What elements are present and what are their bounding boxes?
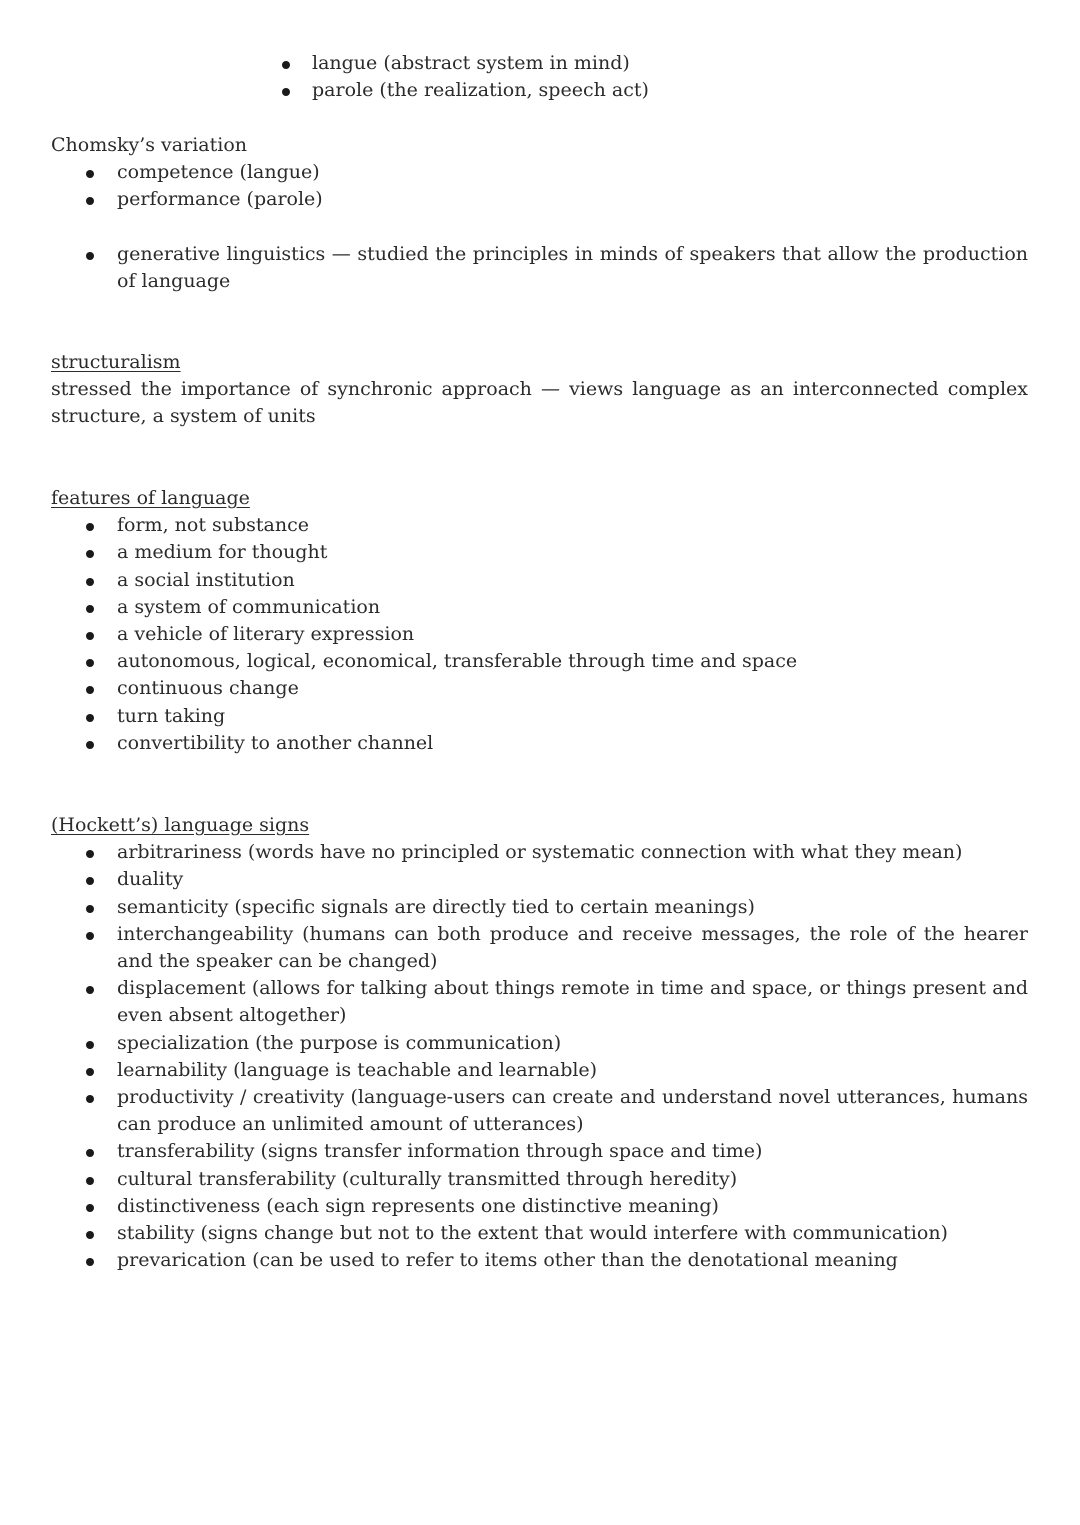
list-item: cultural transferability (culturally transmitted through heredity) xyxy=(51,1166,1028,1193)
list-item: form, not substance xyxy=(51,512,1028,539)
list-item: duality xyxy=(51,866,1028,893)
list-item: performance (parole) xyxy=(51,186,1028,213)
list-item: interchangeability (humans can both produce and receive messages, the role of the hearer and the speaker can be changed) xyxy=(51,921,1028,975)
list-item: autonomous, logical, economical, transferable through time and space xyxy=(51,648,1028,675)
chomsky-heading: Chomsky’s variation xyxy=(51,134,247,156)
chomsky-list xyxy=(51,159,1028,213)
list-item: competence (langue) xyxy=(51,159,1028,186)
top-bullet-list xyxy=(280,50,980,104)
list-item: a vehicle of literary expression xyxy=(51,621,1028,648)
structuralism-text: stressed the importance of synchronic approach — views language as an interconnected complex structure, a system of units xyxy=(51,378,1028,428)
features-section xyxy=(51,485,1028,757)
list-item: turn taking xyxy=(51,703,1028,730)
list-item: continuous change xyxy=(51,675,1028,702)
list-item: convertibility to another channel xyxy=(51,730,1028,757)
list-item: semanticity (specific signals are directly tied to certain meanings) xyxy=(51,894,1028,921)
chomsky-section xyxy=(51,132,1028,214)
generative-section xyxy=(51,241,1028,295)
hockett-list xyxy=(51,839,1028,1274)
list-item: parole (the realization, speech act) xyxy=(280,77,980,104)
list-item: langue (abstract system in mind) xyxy=(280,50,980,77)
list-item: transferability (signs transfer information through space and time) xyxy=(51,1138,1028,1165)
list-item: displacement (allows for talking about things remote in time and space, or things present and even absent altogether) xyxy=(51,975,1028,1029)
structuralism-section xyxy=(51,349,1028,431)
hockett-section xyxy=(51,812,1028,1274)
features-heading: features of language xyxy=(51,487,250,509)
list-item: a medium for thought xyxy=(51,539,1028,566)
list-item: a social institution xyxy=(51,567,1028,594)
list-item: specialization (the purpose is communication) xyxy=(51,1030,1028,1057)
list-item: a system of communication xyxy=(51,594,1028,621)
hockett-heading: (Hockett’s) language signs xyxy=(51,814,310,836)
list-item: prevarication (can be used to refer to items other than the denotational meaning xyxy=(51,1247,1028,1274)
list-item: productivity / creativity (language-users can create and understand novel utterances, humans can produce an unlimited amount of utterances) xyxy=(51,1084,1028,1138)
top-list-section xyxy=(280,50,980,104)
generative-list xyxy=(51,241,1028,295)
structuralism-heading: structuralism xyxy=(51,351,181,373)
list-item: arbitrariness (words have no principled or systematic connection with what they mean) xyxy=(51,839,1028,866)
features-list xyxy=(51,512,1028,757)
list-item: distinctiveness (each sign represents one distinctive meaning) xyxy=(51,1193,1028,1220)
list-item: learnability (language is teachable and learnable) xyxy=(51,1057,1028,1084)
list-item: stability (signs change but not to the extent that would interfere with communication) xyxy=(51,1220,1028,1247)
list-item: generative linguistics — studied the principles in minds of speakers that allow the production of language xyxy=(51,241,1028,295)
